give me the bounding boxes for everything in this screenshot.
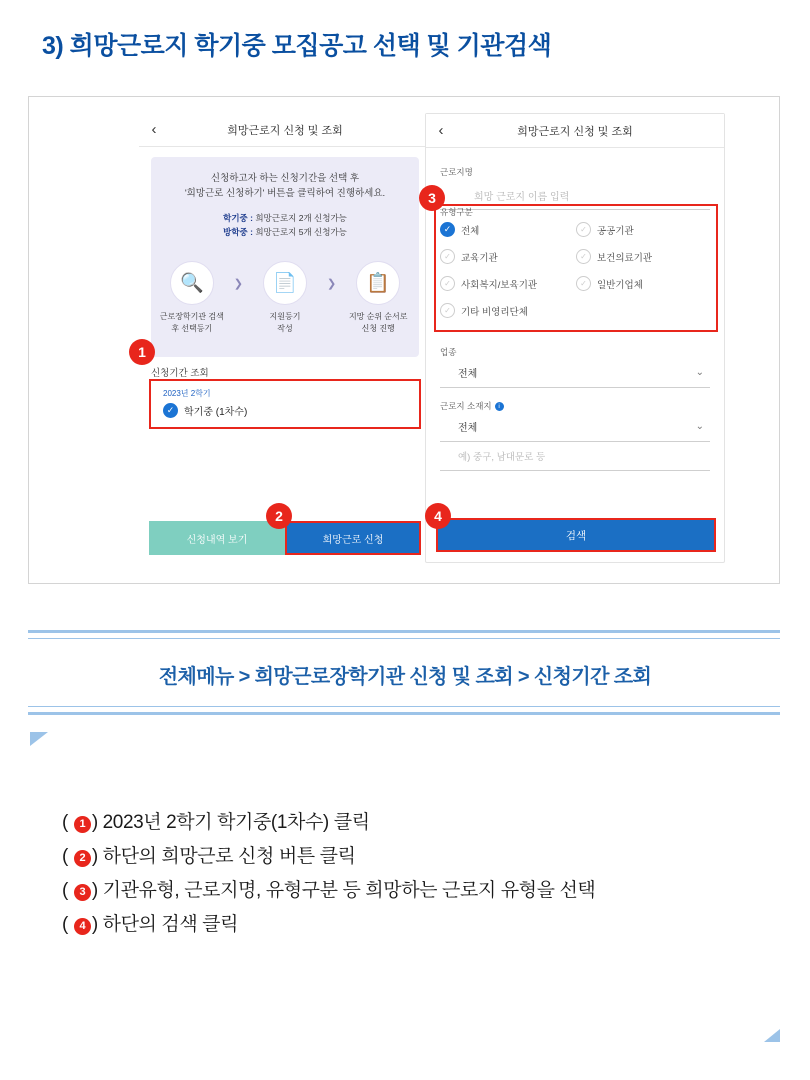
info-line-2: '희망근로 신청하기' 버튼을 클릭하여 진행하세요.	[184, 188, 386, 199]
circle-icon: ✓	[440, 249, 455, 264]
bullet-number-4: 4	[74, 918, 91, 935]
period-row[interactable]	[151, 381, 419, 418]
left-phone-header	[139, 113, 431, 147]
breadcrumb: 전체메뉴 > 희망근로장학기관 신청 및 조회 > 신청기간 조회	[158, 666, 652, 688]
bullet-number-2: 2	[74, 850, 91, 867]
type-radio-education[interactable]	[440, 249, 576, 264]
chevron-right-icon: ❯	[233, 278, 243, 290]
info-icon[interactable]: i	[495, 402, 504, 411]
step-item	[342, 261, 414, 335]
callout-1: 1	[129, 339, 155, 365]
step-label: 근로장학기관 검색 후 선택등기	[159, 312, 224, 333]
address-input[interactable]: 예) 중구, 남대문로 등	[440, 442, 710, 471]
right-phone-title: 희망근로지 신청 및 조회	[517, 125, 633, 138]
worksite-name-input[interactable]: 희망 근로지 이름 입력	[440, 182, 710, 210]
screenshot-frame	[28, 96, 780, 584]
divider-top-thin	[28, 638, 780, 639]
period-term: 2023년 2학기	[163, 389, 211, 398]
list-item-text: ) 하단의 희망근로 신청 버튼 클릭	[91, 846, 356, 867]
list-item: ( 4 ) 하단의 검색 클릭	[62, 914, 239, 935]
triangle-marker-icon	[30, 732, 48, 746]
type-radio-welfare[interactable]	[440, 276, 576, 291]
list-item: ( 3 ) 기관유형, 근로지명, 유형구분 등 희망하는 근로지 유형을 선택	[62, 880, 596, 901]
type-radio-label: 보건의료기관	[597, 252, 653, 264]
info-sub-rows	[161, 211, 409, 239]
type-radio-all[interactable]	[440, 222, 576, 237]
type-radio-label: 공공기관	[597, 225, 634, 237]
industry-label: 업종	[440, 347, 457, 357]
location-select[interactable]	[440, 412, 710, 442]
location-label-text: 근로지 소재지	[440, 401, 492, 411]
circle-icon: ✓	[576, 222, 591, 237]
search-person-icon: 🔍	[170, 261, 214, 305]
period-highlight-box	[149, 379, 421, 429]
location-value: 전체	[458, 423, 478, 434]
divider-top	[28, 630, 780, 633]
info-line-1: 신청하고자 하는 신청기간을 선택 후	[210, 173, 360, 184]
type-radio-label: 교육기관	[461, 252, 498, 264]
type-radio-health[interactable]	[576, 249, 712, 264]
location-label	[440, 400, 710, 412]
check-icon[interactable]: ✓	[163, 403, 178, 418]
right-phone-body	[426, 148, 724, 471]
type-radio-nonprofit[interactable]	[440, 303, 576, 318]
type-radio-public[interactable]	[576, 222, 712, 237]
search-highlight-box	[436, 518, 716, 552]
check-document-icon: 📋	[356, 261, 400, 305]
circle-icon: ✓	[440, 276, 455, 291]
page-title: 3) 희망근로지 학기중 모집공고 선택 및 기관검색	[42, 32, 552, 60]
type-radio-label: 전체	[461, 225, 480, 237]
step-item	[156, 261, 228, 335]
list-item: ( 1 ) 2023년 2학기 학기중(1차수) 클릭	[62, 812, 370, 833]
step-label: 지망 순위 순서로 신청 진행	[348, 312, 408, 333]
right-phone-mock	[425, 113, 725, 563]
check-icon: ✓	[440, 222, 455, 237]
divider-bottom-thin	[28, 706, 780, 707]
period-name: 학기중 (1차수)	[184, 407, 248, 418]
period-section-label: 신청기간 조회	[151, 368, 209, 379]
type-radio-label: 일반기업체	[597, 279, 643, 291]
bullet-number-3: 3	[74, 884, 91, 901]
document-icon: 📄	[263, 261, 307, 305]
step-item	[249, 261, 321, 335]
bullet-number-1: 1	[74, 816, 91, 833]
circle-icon: ✓	[576, 249, 591, 264]
list-item-text: ) 2023년 2학기 학기중(1차수) 클릭	[91, 812, 370, 833]
semester-label: 학기중 :	[223, 213, 253, 223]
type-radio-company[interactable]	[576, 276, 712, 291]
industry-select[interactable]	[440, 358, 710, 388]
chevron-left-icon[interactable]: ‹	[151, 121, 157, 138]
chevron-down-icon: ⌄	[695, 367, 704, 378]
type-radio-label: 기타 비영리단체	[461, 306, 528, 318]
apply-work-button[interactable]: 희망근로 신청	[285, 521, 421, 555]
chevron-down-icon: ⌄	[695, 421, 704, 432]
callout-2: 2	[266, 503, 292, 529]
worksite-name-label: 근로지명	[440, 167, 473, 177]
type-radio-label: 사회복지/보육기관	[461, 279, 538, 291]
search-button[interactable]: 검색	[438, 520, 714, 550]
chevron-right-icon: ❯	[327, 278, 337, 290]
callout-4: 4	[425, 503, 451, 529]
chevron-left-icon[interactable]: ‹	[438, 122, 444, 139]
vacation-value: 희망근로지 5개 신청가능	[255, 227, 347, 237]
right-phone-header	[426, 114, 724, 148]
semester-value: 희망근로지 2개 신청가능	[255, 213, 347, 223]
left-phone-title: 희망근로지 신청 및 조회	[227, 124, 343, 137]
circle-icon: ✓	[440, 303, 455, 318]
type-radio-group	[440, 222, 712, 330]
circle-icon: ✓	[576, 276, 591, 291]
step-label: 지원등기 작성	[269, 312, 301, 333]
steps-row	[151, 261, 419, 335]
instruction-list	[62, 806, 595, 942]
list-item-text: ) 기관유형, 근로지명, 유형구분 등 희망하는 근로지 유형을 선택	[91, 880, 596, 901]
callout-3: 3	[419, 185, 445, 211]
divider-bottom	[28, 712, 780, 715]
list-item: ( 2 ) 하단의 희망근로 신청 버튼 클릭	[62, 846, 356, 867]
info-card	[151, 157, 419, 357]
view-history-button[interactable]: 신청내역 보기	[149, 521, 285, 555]
industry-value: 전체	[458, 369, 478, 380]
left-phone-mock	[139, 113, 431, 563]
corner-triangle-icon	[764, 1029, 780, 1042]
vacation-label: 방학중 :	[223, 227, 253, 237]
list-item-text: ) 하단의 검색 클릭	[91, 914, 239, 935]
type-group-label: 유형구분	[440, 207, 473, 217]
